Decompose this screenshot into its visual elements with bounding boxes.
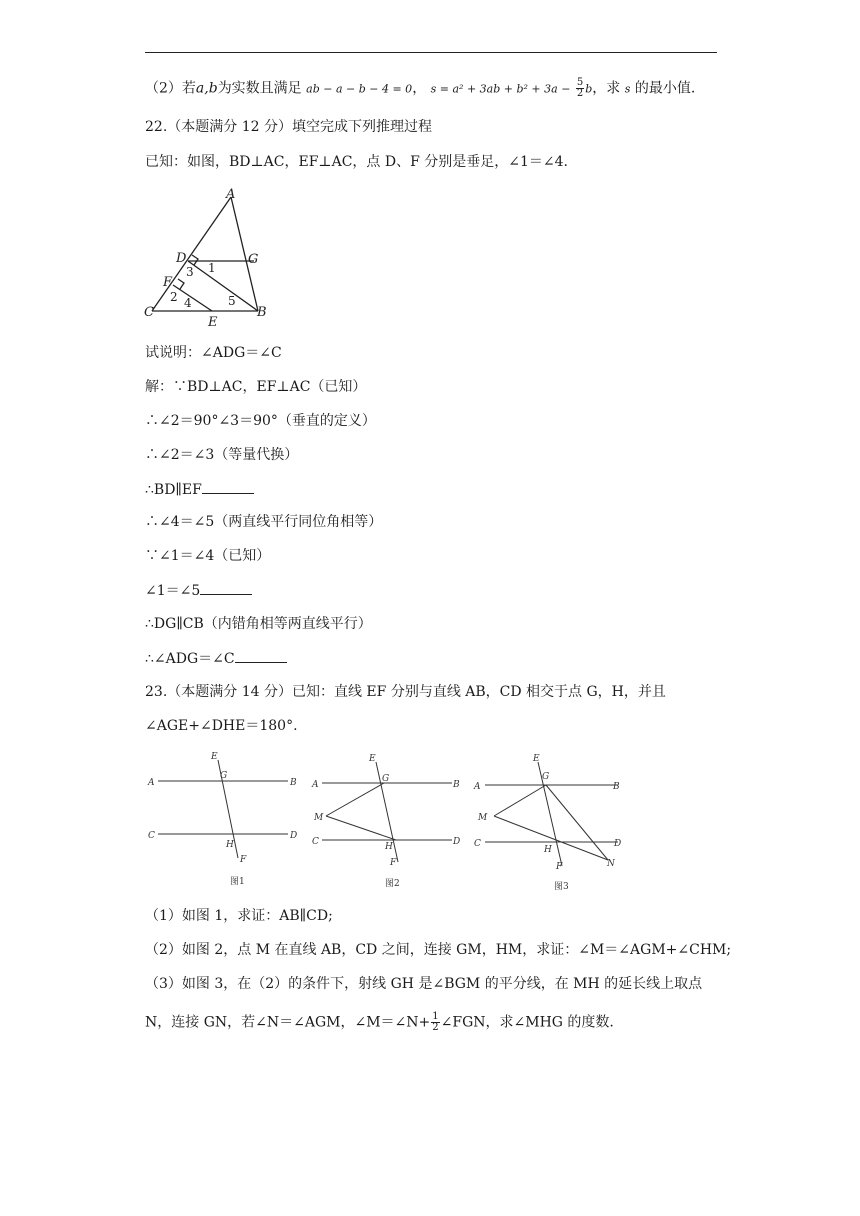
q23-title-2: ∠AGE+∠DHE＝180°.	[145, 718, 298, 734]
svg-text:F: F	[390, 858, 397, 868]
svg-text:A: A	[148, 778, 155, 788]
line-fe	[173, 285, 212, 311]
caption-fig2: 图2	[385, 879, 400, 889]
svg-text:G: G	[382, 774, 390, 784]
q22-step-5: ∴∠4＝∠5（两直线平行同位角相等）	[145, 514, 383, 530]
line-ac	[152, 197, 231, 311]
angle-2: 2	[170, 290, 178, 304]
svg-text:M: M	[314, 813, 324, 823]
right-angle-d	[192, 255, 198, 265]
q22-step-9: ∴∠ADG＝∠C	[145, 648, 287, 669]
label-a: A	[226, 187, 236, 202]
answer-blank-3[interactable]	[235, 648, 287, 663]
q23-figures	[140, 748, 640, 894]
angle-1: 1	[208, 261, 216, 275]
answer-blank-1[interactable]	[202, 479, 254, 494]
svg-text:G: G	[542, 772, 550, 782]
label-b: B	[257, 305, 267, 320]
label-e: E	[208, 315, 218, 330]
q23-part2: （2）如图 2，点 M 在直线 AB，CD 之间，连接 GM，HM，求证：∠M＝∠AGM+∠CHM;	[145, 942, 732, 958]
svg-text:E: E	[533, 754, 540, 764]
right-angle-f	[178, 279, 184, 289]
label-g: G	[248, 252, 259, 267]
fraction-5-2: $\frac{5}{2}$	[576, 77, 584, 99]
svg-text:A: A	[474, 782, 481, 792]
caption-fig1: 图1	[230, 877, 245, 887]
q22-title: 22.（本题满分 12 分）填空完成下列推理过程	[145, 119, 432, 135]
angle-5: 5	[228, 294, 236, 308]
q22-step-4: ∴BD∥EF	[145, 479, 254, 500]
q22-step-7: ∠1＝∠5	[145, 580, 252, 601]
equation-constraint: ab − a − b − 4 = 0	[306, 82, 413, 96]
svg-text:C: C	[474, 839, 481, 849]
svg-text:C: C	[148, 831, 155, 841]
q22-prove: 试说明：∠ADG＝∠C	[145, 345, 282, 361]
svg-text:D: D	[290, 831, 298, 841]
equation-s: s = a² + 3ab + b² + 3a −	[430, 82, 571, 96]
svg-text:D: D	[453, 837, 461, 847]
svg-text:D: D	[614, 839, 622, 849]
q22-given: 已知：如图，BD⊥AC，EF⊥AC，点 D、F 分别是垂足，∠1＝∠4.	[145, 154, 568, 170]
label-d: D	[176, 251, 187, 266]
svg-text:H: H	[226, 840, 234, 850]
answer-blank-2[interactable]	[200, 580, 252, 595]
label-c: C	[144, 305, 154, 320]
angle-4: 4	[184, 296, 192, 310]
q23-part3-cont: N，连接 GN，若∠N＝∠AGM，∠M＝∠N+ $\frac{1}{2}$ ∠FGN，求∠MHG 的度数.	[145, 1011, 614, 1033]
fraction-1-2: $\frac{1}{2}$	[432, 1011, 439, 1033]
header-rule	[145, 52, 717, 53]
label-f: F	[163, 275, 173, 290]
q23-title: 23.（本题满分 14 分）已知：直线 EF 分别与直线 AB，CD 相交于点 G，H，并且	[145, 684, 666, 700]
q22-step-8: ∴DG∥CB（内错角相等两直线平行）	[145, 616, 372, 632]
svg-text:C: C	[312, 837, 319, 847]
q22-step-2: ∴∠2＝90°∠3＝90°（垂直的定义）	[145, 413, 376, 429]
svg-text:H: H	[385, 842, 393, 852]
q22-step-1: 解：∵BD⊥AC，EF⊥AC（已知）	[145, 379, 367, 395]
q23-part3: （3）如图 3，在（2）的条件下，射线 GH 是∠BGM 的平分线，在 MH 的延长线上取点	[145, 976, 703, 992]
q22-triangle-figure	[140, 185, 275, 330]
svg-text:M: M	[478, 813, 488, 823]
svg-text:B: B	[453, 780, 460, 790]
q21-part2: （2）若a,b为实数且满足 ab − a − b − 4 = 0， s = a² + 3ab + b² + 3a − $\frac{5}{2}$ b，求 s 的最小值.	[145, 77, 696, 99]
angle-3: 3	[186, 265, 194, 279]
q22-step-3: ∴∠2＝∠3（等量代换）	[145, 447, 299, 463]
svg-text:B: B	[613, 782, 620, 792]
q23-part1: （1）如图 1，求证：AB∥CD;	[145, 908, 333, 924]
svg-text:B: B	[290, 778, 297, 788]
svg-text:G: G	[220, 771, 228, 781]
q22-step-6: ∵∠1＝∠4（已知）	[145, 548, 271, 564]
svg-text:N: N	[607, 859, 615, 869]
svg-text:A: A	[312, 780, 319, 790]
svg-text:E: E	[369, 754, 376, 764]
svg-text:F: F	[240, 855, 247, 865]
svg-text:H: H	[544, 845, 552, 855]
svg-text:E: E	[211, 752, 218, 762]
caption-fig3: 图3	[554, 882, 569, 892]
svg-text:F: F	[556, 862, 563, 872]
